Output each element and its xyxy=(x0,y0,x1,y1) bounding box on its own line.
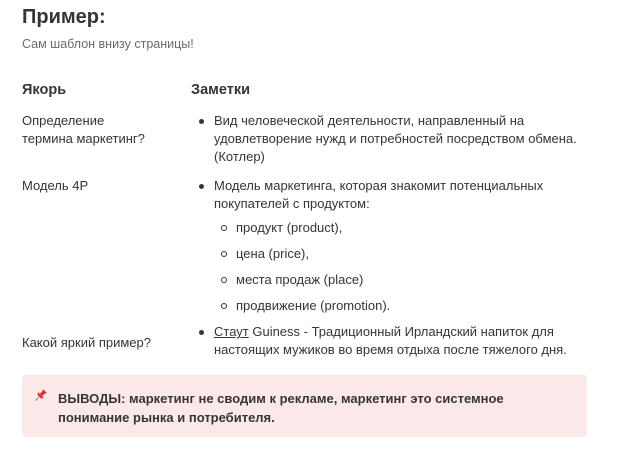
sub-item xyxy=(236,219,342,237)
bullet-dot-icon xyxy=(199,330,204,335)
note-item-2 xyxy=(214,177,604,213)
note-text: Модель маркетинга, которая знакомит потенциальных покупателей с продуктом: xyxy=(214,178,544,211)
anchor-cell-2: Модель 4Р xyxy=(22,178,89,193)
note-item-1 xyxy=(214,112,604,166)
note-item-3 xyxy=(214,323,604,359)
bullet-circle-icon xyxy=(221,251,227,257)
sub-item xyxy=(236,245,309,263)
note-text: Вид человеческой деятельности, направленный на удовлетворение нужд и потребностей посредством обмена. (Котлер) xyxy=(214,113,577,164)
sub-item-text: места продаж (place) xyxy=(236,272,364,287)
sub-item xyxy=(236,297,390,315)
sub-item xyxy=(236,271,363,289)
sub-item-text: продукт (product), xyxy=(236,220,343,235)
anchor-cell-1 xyxy=(22,112,182,148)
anchor-text-line: Определение xyxy=(22,113,105,128)
bullet-circle-icon xyxy=(221,303,227,309)
page-title: Пример: xyxy=(22,6,106,28)
column-header-anchor: Якорь xyxy=(22,82,67,98)
note-text: Guiness - Традиционный Ирландский напиток для настоящих мужиков во время отдыха после тяжелого дня. xyxy=(214,324,567,357)
sub-item-text: продвижение (promotion). xyxy=(236,298,391,313)
pushpin-icon xyxy=(32,388,48,404)
anchor-cell-3: Какой яркий пример? xyxy=(22,335,151,350)
bullet-circle-icon xyxy=(221,225,227,231)
bullet-dot-icon xyxy=(199,184,204,189)
callout-text: ВЫВОДЫ: маркетинг не сводим к рекламе, маркетинг это системное понимание рынка и потребителя. xyxy=(58,391,504,425)
column-header-notes: Заметки xyxy=(191,82,251,98)
anchor-text-line: термина маркетинг? xyxy=(22,131,145,146)
bullet-dot-icon xyxy=(199,119,204,124)
sub-item-text: цена (price), xyxy=(236,246,309,261)
bullet-circle-icon xyxy=(221,277,227,283)
page-subtitle: Сам шаблон внизу страницы! xyxy=(22,37,194,51)
note-link-text[interactable]: Стаут xyxy=(214,324,249,339)
conclusion-callout xyxy=(22,375,587,437)
